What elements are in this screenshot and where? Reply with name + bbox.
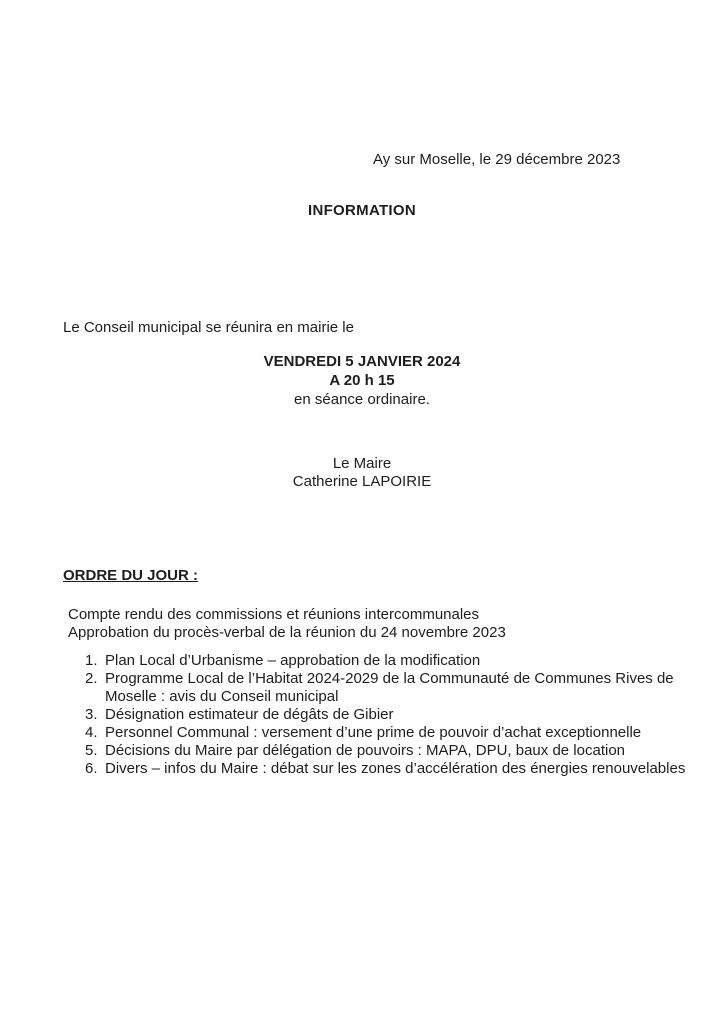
preamble-line: Approbation du procès-verbal de la réunion du 24 novembre 2023 [68, 624, 506, 641]
agenda-item-text: Programme Local de l’Habitat 2024-2029 de la Communauté de Communes Rives de Moselle : avis du Conseil municipal [105, 670, 674, 705]
agenda-item [85, 760, 690, 778]
agenda-item-number: 5. [85, 742, 98, 759]
agenda-item-number: 6. [85, 760, 98, 777]
signature-block [0, 455, 724, 491]
agenda-item-number: 2. [85, 670, 98, 687]
meeting-block [0, 352, 724, 409]
meeting-session-type: en séance ordinaire. [294, 391, 430, 408]
agenda-item-text: Plan Local d’Urbanisme – approbation de la modification [105, 652, 481, 669]
dateline: Ay sur Moselle, le 29 décembre 2023 [373, 151, 621, 168]
signature-name: Catherine LAPOIRIE [292, 473, 432, 490]
agenda-item-number: 3. [85, 706, 98, 723]
agenda-item [85, 724, 690, 742]
meeting-date: VENDREDI 5 JANVIER 2024 [263, 353, 461, 370]
agenda-item [85, 670, 690, 706]
agenda-item [85, 652, 690, 670]
agenda-list [85, 652, 690, 778]
agenda-item-number: 1. [85, 652, 98, 669]
agenda-item-text: Personnel Communal : versement d’une prime de pouvoir d’achat exceptionnelle [105, 724, 642, 741]
agenda-item-text: Désignation estimateur de dégâts de Gibier [105, 706, 394, 723]
page-title: INFORMATION [307, 202, 416, 219]
agenda-item-text: Divers – infos du Maire : débat sur les zones d’accélération des énergies renouvelables [105, 760, 686, 777]
agenda-item [85, 742, 690, 760]
intro-text: Le Conseil municipal se réunira en mairie le [63, 319, 354, 336]
agenda-item-number: 4. [85, 724, 98, 741]
agenda-item [85, 706, 690, 724]
agenda-heading: ORDRE DU JOUR : [63, 567, 199, 584]
signature-role: Le Maire [332, 455, 392, 472]
preamble-line: Compte rendu des commissions et réunions intercommunales [68, 606, 480, 623]
agenda-preamble [68, 606, 506, 642]
agenda-item-text: Décisions du Maire par délégation de pouvoirs : MAPA, DPU, baux de location [105, 742, 625, 759]
meeting-time: A 20 h 15 [329, 372, 395, 389]
